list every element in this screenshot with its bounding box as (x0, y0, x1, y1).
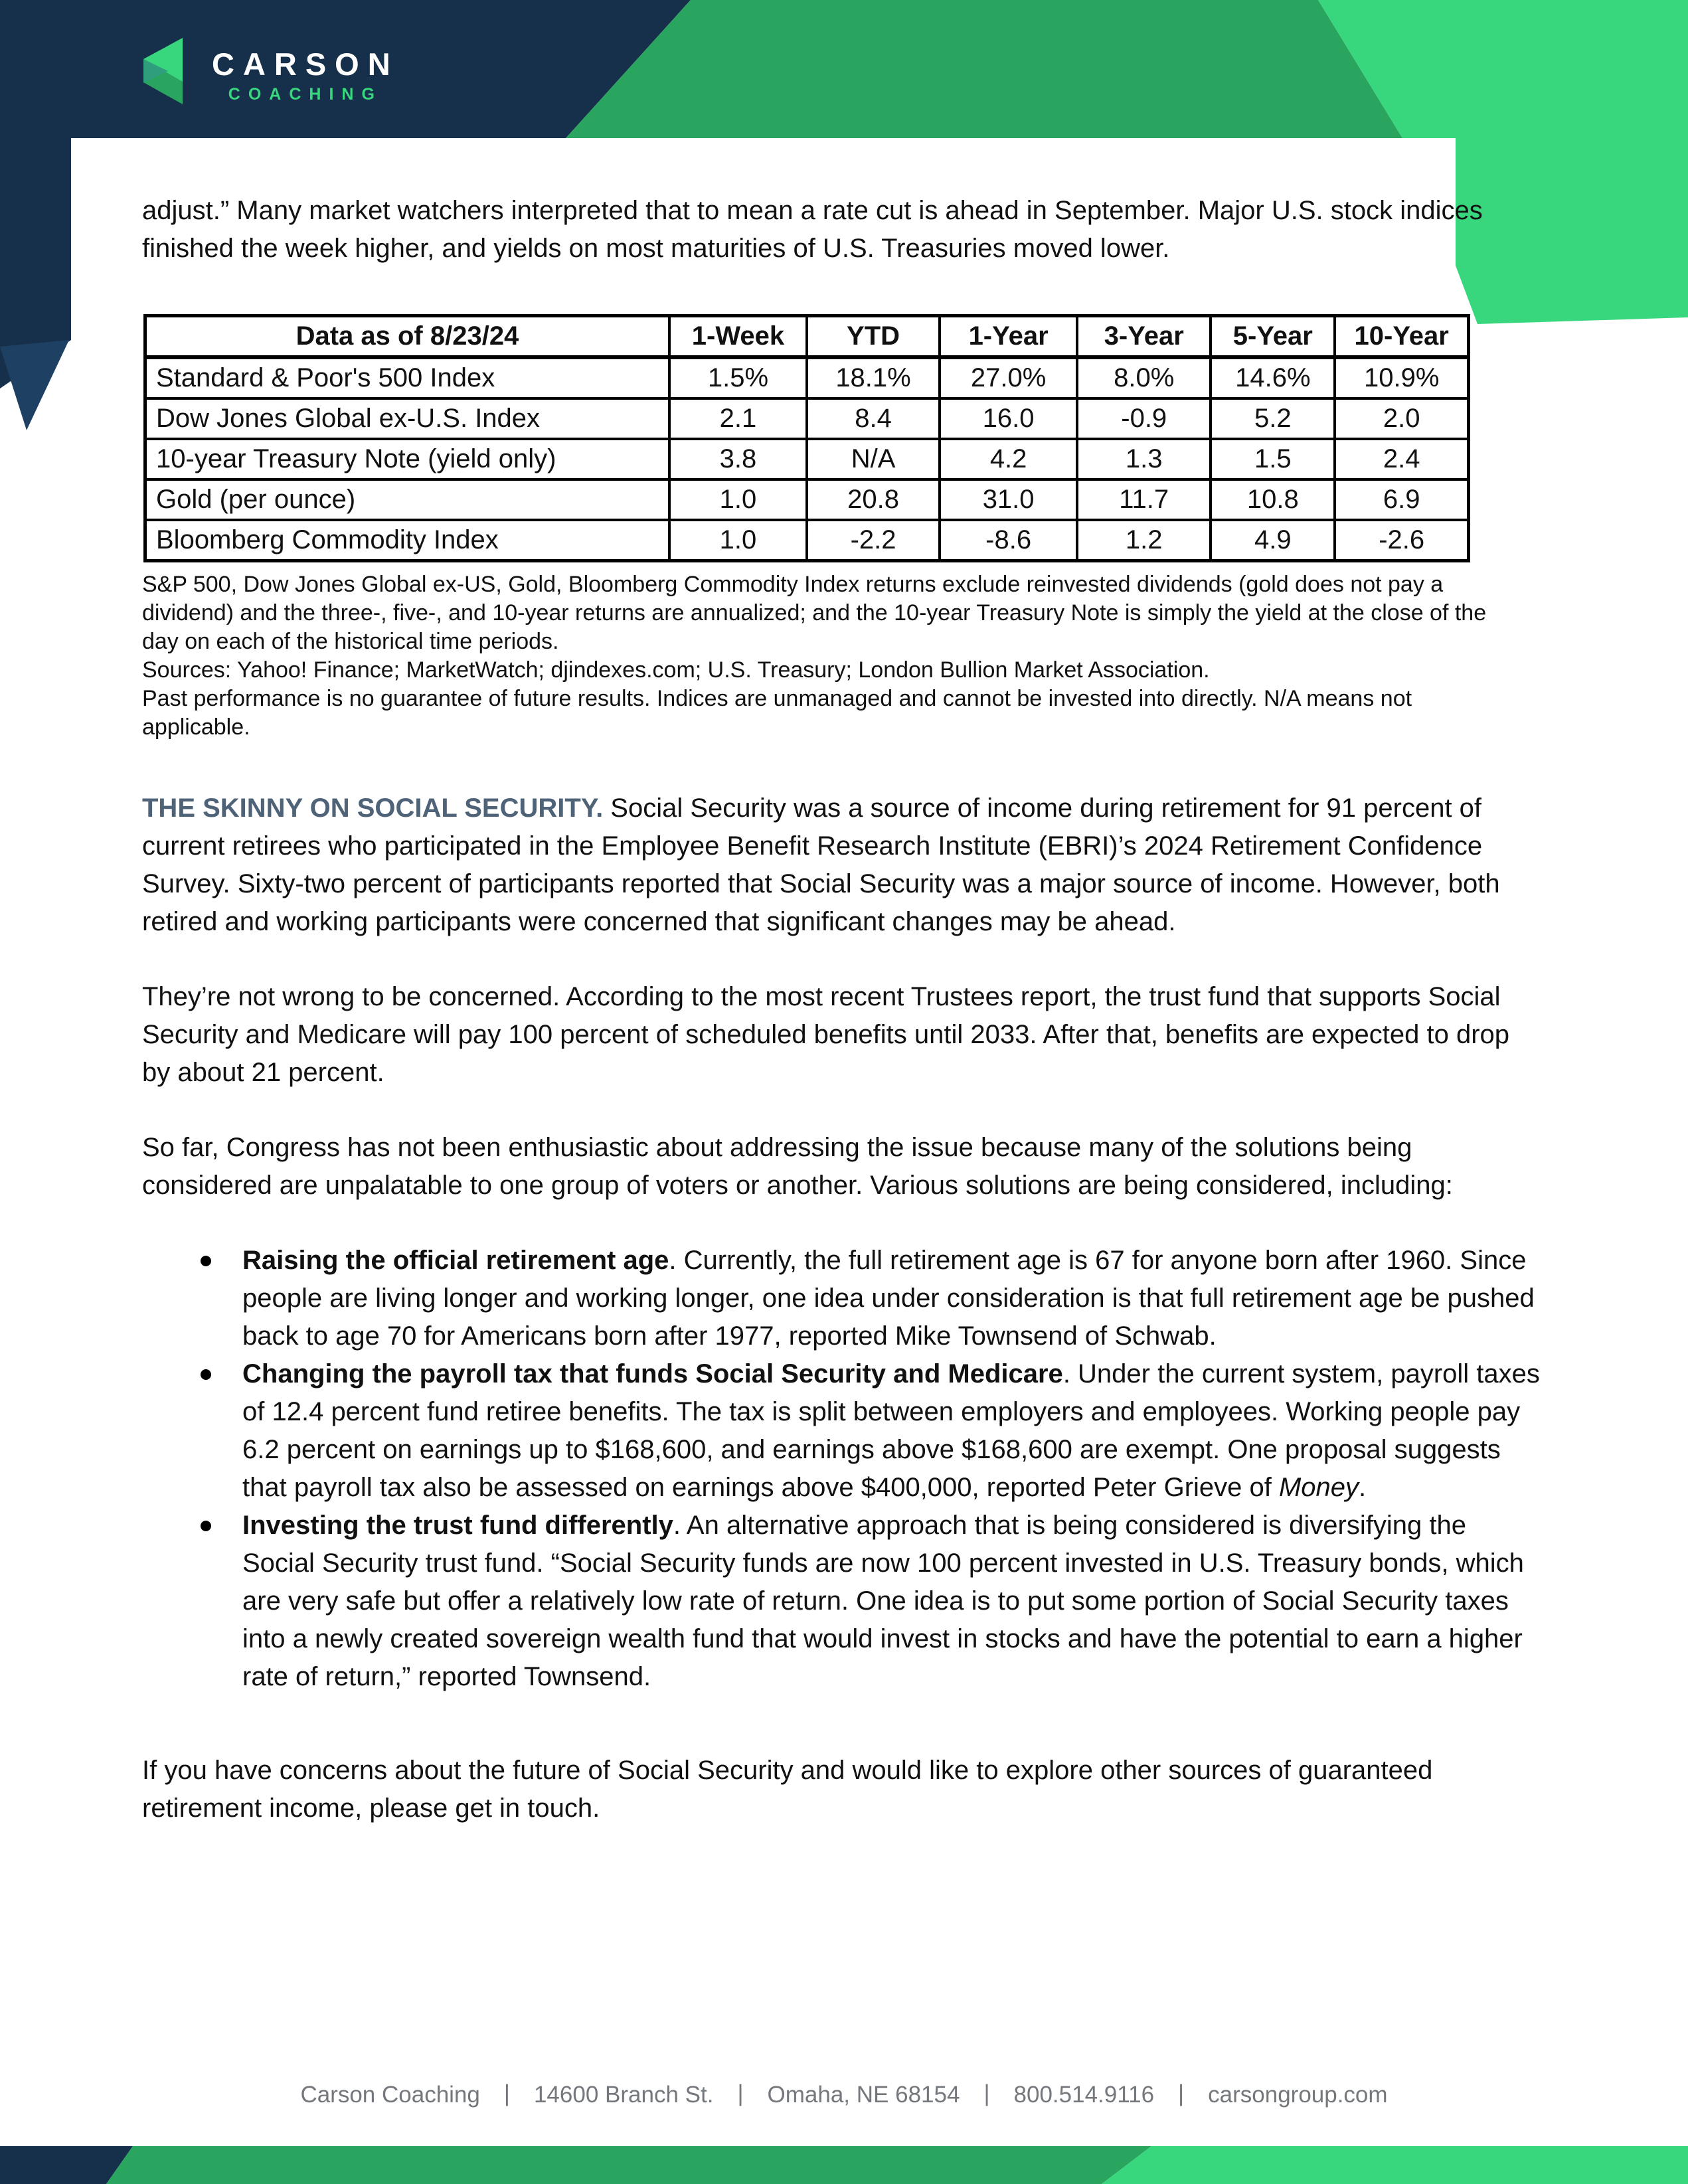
footer-separator: | (1178, 2080, 1185, 2106)
row-value: 10.8 (1211, 479, 1335, 520)
solutions-list (142, 1242, 1543, 1696)
row-value: 4.9 (1211, 520, 1335, 561)
text-run: They’re not wrong to be concerned. According to the most recent Trustees report, the trust fund that supports Social Security and Medicare will pay 100 percent of scheduled benefits until 2033. After that, benefits are expected to drop by about 21 percent. (142, 982, 1510, 1087)
row-value: 11.7 (1077, 479, 1211, 520)
footnote-disclaimer: Past performance is no guarantee of future results. Indices are unmanaged and cannot be invested into directly. N/A means not applicable. (142, 686, 1412, 740)
row-value: 2.4 (1335, 439, 1468, 479)
footer-item: 800.514.9116 (1013, 2082, 1155, 2108)
row-value: 20.8 (807, 479, 940, 520)
text-run: adjust.” Many market watchers interpreted that to mean a rate cut is ahead in September. Major U.S. stock indices finished the week higher, and yields on most maturities of U.S. Treasuries moved lower. (142, 196, 1483, 263)
text-run: Changing the payroll tax that funds Social Security and Medicare (242, 1359, 1063, 1388)
intro-paragraph (142, 192, 1543, 268)
column-header: YTD (807, 316, 940, 358)
row-value: 1.2 (1077, 520, 1211, 561)
column-header: 1-Year (940, 316, 1077, 358)
row-value: 5.2 (1211, 398, 1335, 439)
text-run: Raising the official retirement age (242, 1246, 669, 1275)
text-run: Money (1278, 1473, 1359, 1502)
row-value: -2.2 (807, 520, 940, 561)
congress-paragraph (142, 1129, 1543, 1205)
footer-item: carsongroup.com (1208, 2082, 1388, 2108)
row-value: 1.0 (669, 479, 807, 520)
footnote-sources: Sources: Yahoo! Finance; MarketWatch; djindexes.com; U.S. Treasury; London Bullion Market Association. (142, 657, 1210, 683)
brand-subtitle: COACHING (228, 85, 382, 104)
text-run: So far, Congress has not been enthusiastic about addressing the issue because many of the solutions being considered are unpalatable to one group of voters or another. Various solutions are being considered, including: (142, 1133, 1453, 1200)
row-label: Standard & Poor's 500 Index (145, 357, 669, 398)
row-value: 2.1 (669, 398, 807, 439)
table-row (145, 357, 1469, 398)
section-heading: THE SKINNY ON SOCIAL SECURITY. (142, 794, 604, 823)
table-row (145, 439, 1469, 479)
row-value: 8.0% (1077, 357, 1211, 398)
column-header: 3-Year (1077, 316, 1211, 358)
market-data-table (143, 314, 1470, 562)
column-header: 10-Year (1335, 316, 1468, 358)
footer-separator: | (737, 2080, 744, 2106)
row-value: N/A (807, 439, 940, 479)
text-run: . Currently, the full retirement age is 67 for anyone born after 1960. Since people are living longer and working longer, one idea under consideration is that full retirement age be pushed back to age 70 for Americans born after 1977, reported Mike Townsend of Schwab. (242, 1246, 1535, 1351)
table-row (145, 479, 1469, 520)
row-label: Gold (per ounce) (145, 479, 669, 520)
row-value: -2.6 (1335, 520, 1468, 561)
table-row (145, 520, 1469, 561)
footer-item: Carson Coaching (300, 2082, 480, 2108)
table-header-row (145, 316, 1469, 358)
table-body (145, 357, 1469, 561)
row-value: 1.0 (669, 520, 807, 561)
footnote-returns: S&P 500, Dow Jones Global ex-US, Gold, Bloomberg Commodity Index returns exclude reinvested dividends (gold does not pay a dividend) and the three-, five-, and 10-year returns are annualized; and the 10-year Treasury Note is simply the yield at the close of the day on each of the historical time periods. (142, 572, 1487, 654)
trustees-paragraph (142, 978, 1543, 1092)
document-body (142, 0, 1543, 1827)
row-value: 4.2 (940, 439, 1077, 479)
social-security-paragraph (142, 790, 1543, 941)
row-label: 10-year Treasury Note (yield only) (145, 439, 669, 479)
row-value: 3.8 (669, 439, 807, 479)
text-run: Investing the trust fund differently (242, 1511, 673, 1540)
row-value: 6.9 (1335, 479, 1468, 520)
table-footnotes (142, 570, 1517, 742)
row-value: 1.3 (1077, 439, 1211, 479)
row-label: Bloomberg Commodity Index (145, 520, 669, 561)
row-value: 14.6% (1211, 357, 1335, 398)
solution-item (142, 1507, 1543, 1696)
footer-item: Omaha, NE 68154 (767, 2082, 960, 2108)
closing-paragraph (142, 1752, 1543, 1827)
row-label: Dow Jones Global ex-U.S. Index (145, 398, 669, 439)
row-value: 18.1% (807, 357, 940, 398)
text-run: . (1359, 1473, 1367, 1502)
column-header: 1-Week (669, 316, 807, 358)
solution-item (142, 1355, 1543, 1507)
row-value: 1.5 (1211, 439, 1335, 479)
text-run: . Under the current system, payroll taxes of 12.4 percent fund retiree benefits. The tax is split between employers and employees. Working people pay 6.2 percent on earnings up to $168,600, and earnings above $168,600 are exempt. One proposal suggests that payroll tax also be assessed on earnings above $400,000, reported Peter Grieve of (242, 1359, 1540, 1502)
footer-separator: | (503, 2080, 510, 2106)
footer-item: 14600 Branch St. (533, 2082, 714, 2108)
footer-contact (0, 2080, 1688, 2110)
row-value: -0.9 (1077, 398, 1211, 439)
column-header: Data as of 8/23/24 (145, 316, 669, 358)
solution-item (142, 1242, 1543, 1355)
row-value: 10.9% (1335, 357, 1468, 398)
row-value: 27.0% (940, 357, 1077, 398)
table-row (145, 398, 1469, 439)
brand-name: CARSON (212, 46, 399, 82)
column-header: 5-Year (1211, 316, 1335, 358)
footer-separator: | (983, 2080, 990, 2106)
text-run: If you have concerns about the future of Social Security and would like to explore other sources of guaranteed retirement income, please get in touch. (142, 1756, 1433, 1823)
row-value: -8.6 (940, 520, 1077, 561)
text-run: . An alternative approach that is being considered is diversifying the Social Security trust fund. “Social Security funds are now 100 percent invested in U.S. Treasury bonds, which are very safe but offer a relatively low rate of return. One idea is to put some portion of Social Security taxes into a newly created sovereign wealth fund that would invest in stocks and have the potential to earn a higher rate of return,” reported Townsend. (242, 1511, 1524, 1691)
row-value: 2.0 (1335, 398, 1468, 439)
text-run: Social Security was a source of income during retirement for 91 percent of current retirees who participated in the Employee Benefit Research Institute (EBRI)’s 2024 Retirement Confidence Survey. Sixty-two percent of participants reported that Social Security was a major source of income. However, both retired and working participants were concerned that significant changes may be ahead. (142, 794, 1500, 936)
row-value: 1.5% (669, 357, 807, 398)
row-value: 8.4 (807, 398, 940, 439)
row-value: 16.0 (940, 398, 1077, 439)
row-value: 31.0 (940, 479, 1077, 520)
